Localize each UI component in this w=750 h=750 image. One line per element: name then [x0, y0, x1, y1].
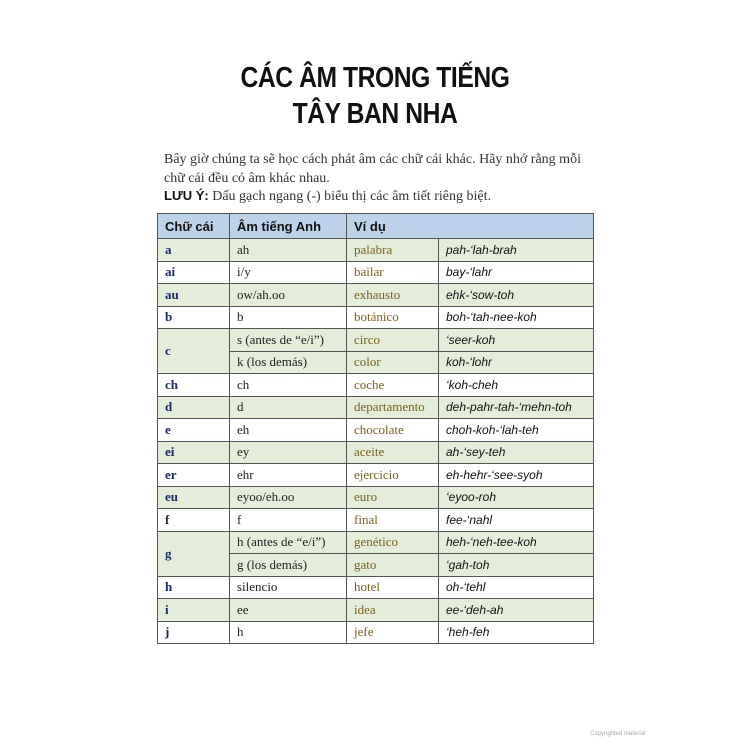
header-sound: Âm tiếng Anh: [230, 214, 347, 239]
cell-letter: j: [158, 621, 230, 644]
cell-word: coche: [347, 374, 439, 397]
note-label: LƯU Ý:: [164, 188, 209, 203]
cell-word: departamento: [347, 396, 439, 419]
cell-sound: b: [230, 306, 347, 329]
table-row: [158, 599, 594, 622]
cell-letter: ei: [158, 441, 230, 464]
cell-letter: e: [158, 419, 230, 442]
cell-word: ejercicio: [347, 464, 439, 487]
cell-sound: silencio: [230, 576, 347, 599]
table-row: [158, 306, 594, 329]
cell-letter: h: [158, 576, 230, 599]
cell-sound: eyoo/eh.oo: [230, 486, 347, 509]
cell-pronunciation: ‘seer-koh: [439, 329, 594, 352]
cell-pronunciation: deh-pahr-tah-‘mehn-toh: [439, 396, 594, 419]
cell-pronunciation: bay-‘lahr: [439, 261, 594, 284]
cell-sound: d: [230, 396, 347, 419]
cell-pronunciation: fee-‘nahl: [439, 509, 594, 532]
cell-word: euro: [347, 486, 439, 509]
table-row: [158, 396, 594, 419]
cell-pronunciation: ee-‘deh-ah: [439, 599, 594, 622]
cell-pronunciation: boh-‘tah-nee-koh: [439, 306, 594, 329]
table-row: [158, 419, 594, 442]
cell-word: idea: [347, 599, 439, 622]
cell-pronunciation: ehk-‘sow-toh: [439, 284, 594, 307]
cell-word: botánico: [347, 306, 439, 329]
cell-sound: ah: [230, 239, 347, 262]
table-row: [158, 261, 594, 284]
cell-letter: au: [158, 284, 230, 307]
cell-sound: i/y: [230, 261, 347, 284]
page-title-line2: TÂY BAN NHA: [292, 98, 458, 130]
cell-pronunciation: eh-hehr-‘see-syoh: [439, 464, 594, 487]
cell-word: color: [347, 351, 439, 374]
cell-pronunciation: koh-‘lohr: [439, 351, 594, 374]
table-row: [158, 531, 594, 554]
cell-letter: d: [158, 396, 230, 419]
cell-letter: ch: [158, 374, 230, 397]
cell-word: jefe: [347, 621, 439, 644]
cell-letter: er: [158, 464, 230, 487]
pronunciation-table: [157, 213, 594, 644]
cell-sound: ch: [230, 374, 347, 397]
cell-word: chocolate: [347, 419, 439, 442]
cell-sound: h: [230, 621, 347, 644]
cell-pronunciation: ah-‘sey-teh: [439, 441, 594, 464]
table-row: [158, 239, 594, 262]
cell-sound: h (antes de “e/i”): [230, 531, 347, 554]
cell-sound: ehr: [230, 464, 347, 487]
cell-pronunciation: ‘koh-cheh: [439, 374, 594, 397]
table-row: [158, 576, 594, 599]
table-row: [158, 284, 594, 307]
cell-letter: a: [158, 239, 230, 262]
cell-letter: b: [158, 306, 230, 329]
cell-word: aceite: [347, 441, 439, 464]
cell-sound: ee: [230, 599, 347, 622]
cell-word: genético: [347, 531, 439, 554]
table-row: [158, 464, 594, 487]
cell-pronunciation: choh-koh-‘lah-teh: [439, 419, 594, 442]
cell-pronunciation: oh-‘tehl: [439, 576, 594, 599]
cell-sound: eh: [230, 419, 347, 442]
table-header-row: [158, 214, 594, 239]
cell-pronunciation: ‘gah-toh: [439, 554, 594, 577]
cell-sound: s (antes de “e/i”): [230, 329, 347, 352]
table-row: [158, 486, 594, 509]
table-row: [158, 509, 594, 532]
cell-letter: f: [158, 509, 230, 532]
cell-pronunciation: ‘eyoo-roh: [439, 486, 594, 509]
cell-sound: g (los demás): [230, 554, 347, 577]
cell-letter: ai: [158, 261, 230, 284]
cell-pronunciation: pah-‘lah-brah: [439, 239, 594, 262]
page-title-line1: CÁC ÂM TRONG TIẾNG: [240, 62, 510, 94]
copyright-notice: Copyrighted material: [590, 731, 646, 737]
cell-word: hotel: [347, 576, 439, 599]
table-row: [158, 441, 594, 464]
note-text: Dấu gạch ngang (-) biểu thị các âm tiết riêng biệt.: [208, 189, 491, 204]
cell-word: palabra: [347, 239, 439, 262]
cell-letter: i: [158, 599, 230, 622]
cell-letter: g: [158, 531, 230, 576]
cell-pronunciation: ‘heh-feh: [439, 621, 594, 644]
header-letter: Chữ cái: [158, 214, 230, 239]
cell-pronunciation: heh-‘neh-tee-koh: [439, 531, 594, 554]
cell-letter: c: [158, 329, 230, 374]
table-row: [158, 621, 594, 644]
table-row: [158, 374, 594, 397]
cell-word: exhausto: [347, 284, 439, 307]
cell-word: bailar: [347, 261, 439, 284]
cell-word: final: [347, 509, 439, 532]
cell-sound: ow/ah.oo: [230, 284, 347, 307]
cell-sound: f: [230, 509, 347, 532]
cell-sound: k (los demás): [230, 351, 347, 374]
cell-word: circo: [347, 329, 439, 352]
cell-sound: ey: [230, 441, 347, 464]
intro-paragraph: Bây giờ chúng ta sẽ học cách phát âm các chữ cái khác. Hãy nhớ rằng mỗi chữ cái đều có âm khác nhau.: [164, 152, 581, 186]
table-row: [158, 329, 594, 352]
header-example: Ví dụ: [347, 214, 594, 239]
cell-letter: eu: [158, 486, 230, 509]
note-paragraph: [164, 188, 491, 205]
cell-word: gato: [347, 554, 439, 577]
